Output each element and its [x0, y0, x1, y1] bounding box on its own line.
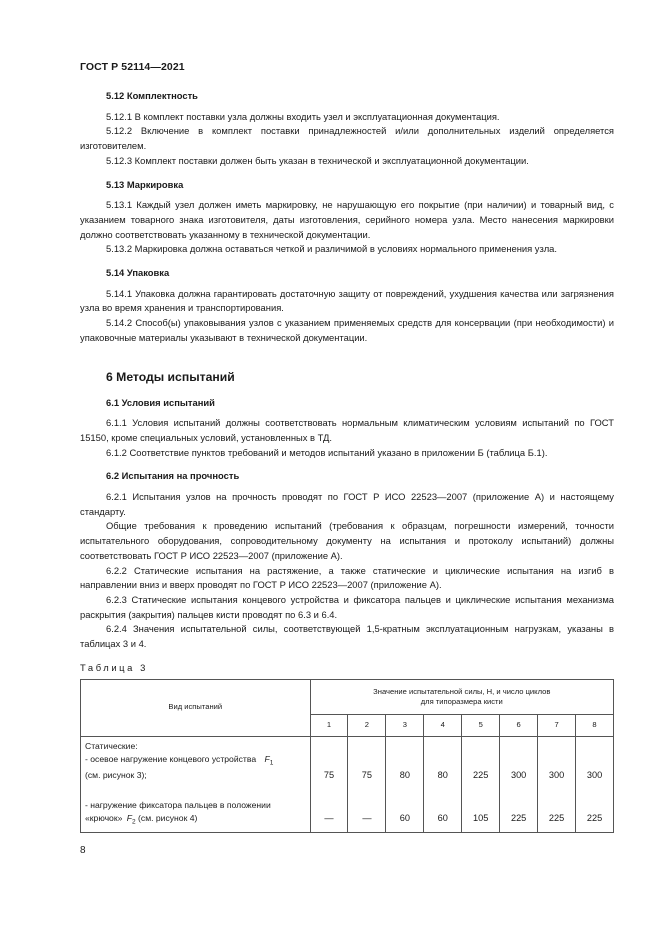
table-cell: 300 [576, 736, 614, 793]
table-cell: 60 [424, 793, 462, 833]
table-header-values [310, 679, 613, 714]
table-row [81, 793, 614, 833]
table-cell: 75 [348, 736, 386, 793]
size-header: 7 [538, 714, 576, 736]
page-number: 8 [80, 845, 86, 856]
table-caption: Таблица 3 [80, 661, 148, 673]
paragraph-6-2-2: 6.2.2 Статические испытания на растяжение, а также статические и циклические испытания на изгиб в направлении вниз и вверх проводят по ГОСТ Р ИСО 22523—2007 (приложение А). [80, 564, 614, 591]
paragraph-6-2-4: 6.2.4 Значения испытательной силы, соответствующей 1,5-кратным эксплуатационным нагрузкам, указаны в таблицах 3 и 4. [80, 623, 614, 650]
size-header: 3 [386, 714, 424, 736]
size-header: 1 [310, 714, 348, 736]
table-cell: 80 [386, 736, 424, 793]
table-cell: — [348, 793, 386, 833]
size-header: 6 [500, 714, 538, 736]
paragraph-6-2-1: 6.2.1 Испытания узлов на прочность проводят по ГОСТ Р ИСО 22523—2007 (приложение А) и настоящему стандарту. [80, 491, 614, 517]
document-body [80, 89, 614, 833]
table-cell: 105 [462, 793, 500, 833]
group-label: Статические: [85, 740, 138, 751]
size-header: 8 [576, 714, 614, 736]
paragraph-6-2-general: Общие требования к проведению испытаний (требования к образцам, погрешности измерений, точности испытательного оборудования, сопроводительному документу на испытания и протоколу испытаний) должны соответствовать ГОСТ Р ИСО 22523—2007 (приложение А). [80, 520, 614, 561]
paragraph-6-2-3: 6.2.3 Статические испытания концевого устройства и фиксатора пальцев и циклические испытания механизма раскрытия (закрытия) пальцев кисти проводят по 6.3 и 6.4. [80, 593, 614, 620]
section-6-1-title: 6.1 Условия испытаний [106, 396, 215, 408]
table-header-values-line1: Значение испытательной силы, Н, и число циклов [373, 686, 551, 696]
section-6-2-title: 6.2 Испытания на прочность [106, 470, 240, 482]
table-header-kind: Вид испытаний [81, 679, 311, 736]
table-cell: 300 [500, 736, 538, 793]
row-axial-load-label: Статические: - осевое нагружение концевого устройства $F_1$ (см. рисунок 3); [81, 736, 311, 793]
paragraph-5-12-3: 5.12.3 Комплект поставки должен быть указан в технической и эксплуатационной документации. [106, 154, 529, 166]
table-cell: 225 [500, 793, 538, 833]
paragraph-6-1-1: 6.1.1 Условия испытаний должны соответствовать нормальным климатическим условиям испытаний по ГОСТ 15150, кроме специальных условий, установленных в ТД. [80, 417, 614, 443]
table-header-values-line2: для типоразмера кисти [420, 696, 503, 706]
table-cell: 225 [576, 793, 614, 833]
paragraph-5-14-2: 5.14.2 Способ(ы) упаковывания узлов с указанием применяемых средств для консервации (при необходимости) и упаковочные материалы указывают в технической документации. [80, 317, 614, 343]
table-3 [80, 679, 614, 833]
document-header: ГОСТ Р 52114—2021 [80, 61, 185, 73]
table-cell: 300 [538, 736, 576, 793]
table-cell: 60 [386, 793, 424, 833]
table-cell: 225 [462, 736, 500, 793]
section-6-title: 6 Методы испытаний [106, 369, 235, 384]
size-header: 4 [424, 714, 462, 736]
paragraph-5-12-2: 5.12.2 Включение в комплект поставки принадлежностей и/или дополнительных изделий определяется изготовителем. [80, 125, 614, 152]
paragraph-5-13-1: 5.13.1 Каждый узел должен иметь маркировку, не нарушающую его покрытие (при наличии) и товарный вид, с указанием товарного знака изготовителя, даты изготовления, серийного номера узла. Место нанесения маркировки должно соответствовать указанному в технической документации. [80, 199, 614, 240]
paragraph-5-14-1: 5.14.1 Упаковка должна гарантировать достаточную защиту от повреждений, ухудшения качества или загрязнения узла во время хранения и транспортирования. [80, 287, 614, 314]
paragraph-5-12-1: 5.12.1 В комплект поставки узла должны входить узел и эксплуатационная документация. [106, 110, 500, 122]
table-row [81, 736, 614, 793]
section-5-14-title: 5.14 Упаковка [106, 267, 170, 279]
size-header: 5 [462, 714, 500, 736]
section-5-13-title: 5.13 Маркировка [106, 178, 184, 190]
section-5-12-title: 5.12 Комплектность [106, 90, 198, 101]
table-cell: — [310, 793, 348, 833]
table-cell: 80 [424, 736, 462, 793]
row-finger-lock-label: - нагружение фиксатора пальцев в положении «крючок» $F_2$ (см. рисунок 4) [81, 793, 311, 833]
paragraph-5-13-2: 5.13.2 Маркировка должна оставаться четкой и различимой в условиях нормального применения узла. [106, 243, 557, 255]
table-cell: 225 [538, 793, 576, 833]
table-cell: 75 [310, 736, 348, 793]
size-header: 2 [348, 714, 386, 736]
paragraph-6-1-2: 6.1.2 Соответствие пунктов требований и методов испытаний указано в приложении Б (таблица Б.1). [106, 446, 548, 458]
